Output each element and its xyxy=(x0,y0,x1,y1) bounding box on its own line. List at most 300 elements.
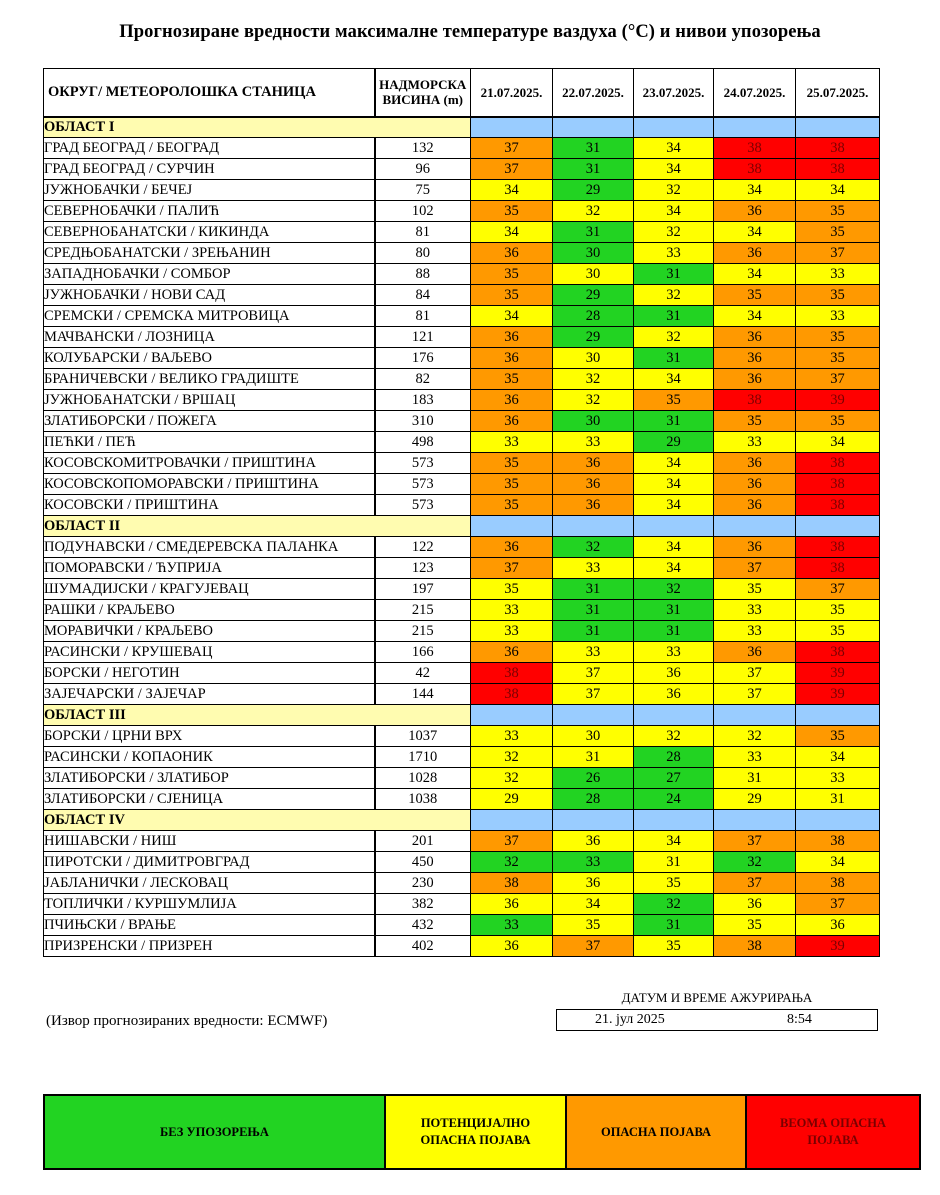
station-altitude: 82 xyxy=(375,369,471,390)
station-name: ПЕЋКИ / ПЕЋ xyxy=(44,432,375,453)
temperature-cell: 38 xyxy=(796,873,880,894)
temperature-cell: 36 xyxy=(471,243,553,264)
station-altitude: 197 xyxy=(375,579,471,600)
region-row xyxy=(44,810,880,831)
temperature-cell: 30 xyxy=(553,726,634,747)
station-altitude: 176 xyxy=(375,348,471,369)
station-name: СЕВЕРНОБАЧКИ / ПАЛИЋ xyxy=(44,201,375,222)
temperature-cell: 34 xyxy=(796,852,880,873)
temperature-cell: 33 xyxy=(796,264,880,285)
station-altitude: 183 xyxy=(375,390,471,411)
table-row xyxy=(44,894,880,915)
temperature-cell: 36 xyxy=(714,495,796,516)
region-day-cell xyxy=(714,516,796,537)
temperature-cell: 38 xyxy=(714,936,796,957)
table-row xyxy=(44,264,880,285)
region-label: ОБЛАСТ II xyxy=(44,516,471,537)
region-day-cell xyxy=(634,117,714,138)
table-row xyxy=(44,222,880,243)
temperature-cell: 28 xyxy=(553,789,634,810)
temperature-cell: 31 xyxy=(796,789,880,810)
temperature-cell: 33 xyxy=(634,243,714,264)
legend-dangerous: ОПАСНА ПОЈАВА xyxy=(566,1095,746,1169)
station-altitude: 166 xyxy=(375,642,471,663)
station-name: ГРАД БЕОГРАД / СУРЧИН xyxy=(44,159,375,180)
temperature-cell: 37 xyxy=(553,936,634,957)
station-altitude: 573 xyxy=(375,474,471,495)
table-row xyxy=(44,411,880,432)
temperature-cell: 37 xyxy=(471,159,553,180)
temperature-cell: 36 xyxy=(796,915,880,936)
temperature-cell: 35 xyxy=(634,873,714,894)
region-day-cell xyxy=(634,705,714,726)
temperature-cell: 38 xyxy=(714,138,796,159)
temperature-cell: 36 xyxy=(634,663,714,684)
temperature-cell: 38 xyxy=(796,138,880,159)
temperature-cell: 36 xyxy=(714,894,796,915)
temperature-cell: 38 xyxy=(471,684,553,705)
temperature-cell: 31 xyxy=(634,621,714,642)
temperature-cell: 28 xyxy=(634,747,714,768)
temperature-cell: 32 xyxy=(714,726,796,747)
temperature-cell: 35 xyxy=(553,915,634,936)
station-name: ПИРОТСКИ / ДИМИТРОВГРАД xyxy=(44,852,375,873)
temperature-cell: 29 xyxy=(553,327,634,348)
table-row xyxy=(44,390,880,411)
station-name: РАСИНСКИ / КРУШЕВАЦ xyxy=(44,642,375,663)
station-altitude: 122 xyxy=(375,537,471,558)
table-row xyxy=(44,600,880,621)
update-box xyxy=(556,1009,878,1031)
station-name: РАСИНСКИ / КОПАОНИК xyxy=(44,747,375,768)
temperature-cell: 36 xyxy=(714,243,796,264)
region-day-cell xyxy=(796,117,880,138)
temperature-cell: 35 xyxy=(796,600,880,621)
temperature-cell: 32 xyxy=(471,747,553,768)
table-row xyxy=(44,789,880,810)
temperature-cell: 37 xyxy=(796,243,880,264)
temperature-cell: 36 xyxy=(553,474,634,495)
table-row xyxy=(44,873,880,894)
temperature-cell: 30 xyxy=(553,243,634,264)
temperature-cell: 34 xyxy=(796,747,880,768)
station-altitude: 81 xyxy=(375,222,471,243)
temperature-cell: 34 xyxy=(796,432,880,453)
temperature-cell: 32 xyxy=(714,852,796,873)
temperature-cell: 34 xyxy=(634,831,714,852)
temperature-cell: 35 xyxy=(796,726,880,747)
temperature-cell: 36 xyxy=(714,474,796,495)
station-altitude: 123 xyxy=(375,558,471,579)
station-name: БРАНИЧЕВСКИ / ВЕЛИКО ГРАДИШТЕ xyxy=(44,369,375,390)
temperature-cell: 24 xyxy=(634,789,714,810)
region-day-cell xyxy=(553,117,634,138)
table-row xyxy=(44,768,880,789)
table-row xyxy=(44,453,880,474)
temperature-cell: 31 xyxy=(553,621,634,642)
temperature-cell: 35 xyxy=(634,390,714,411)
temperature-cell: 32 xyxy=(634,726,714,747)
temperature-cell: 38 xyxy=(796,474,880,495)
region-day-cell xyxy=(714,117,796,138)
temperature-cell: 34 xyxy=(471,222,553,243)
temperature-cell: 34 xyxy=(634,474,714,495)
table-row xyxy=(44,579,880,600)
table-row xyxy=(44,348,880,369)
temperature-cell: 37 xyxy=(796,579,880,600)
region-day-cell xyxy=(471,117,553,138)
temperature-cell: 36 xyxy=(471,348,553,369)
temperature-cell: 39 xyxy=(796,663,880,684)
legend-yellow-line1: ПОТЕНЦИЈАЛНО xyxy=(420,1116,531,1130)
temperature-cell: 33 xyxy=(796,768,880,789)
station-name: ЈУЖНОБАНАТСКИ / ВРШАЦ xyxy=(44,390,375,411)
temperature-cell: 37 xyxy=(471,138,553,159)
temperature-cell: 32 xyxy=(634,894,714,915)
region-day-cell xyxy=(796,516,880,537)
station-name: СЕВЕРНОБАНАТСКИ / КИКИНДА xyxy=(44,222,375,243)
temperature-cell: 31 xyxy=(634,852,714,873)
region-row xyxy=(44,117,880,138)
station-name: КОЛУБАРСКИ / ВАЉЕВО xyxy=(44,348,375,369)
temperature-cell: 38 xyxy=(796,642,880,663)
table-row xyxy=(44,726,880,747)
table-row xyxy=(44,159,880,180)
temperature-cell: 37 xyxy=(553,684,634,705)
station-altitude: 573 xyxy=(375,453,471,474)
temperature-cell: 35 xyxy=(796,327,880,348)
header-date: 22.07.2025. xyxy=(553,69,634,117)
temperature-cell: 32 xyxy=(471,768,553,789)
table-row xyxy=(44,243,880,264)
temperature-cell: 38 xyxy=(714,390,796,411)
table-row xyxy=(44,201,880,222)
temperature-cell: 33 xyxy=(553,558,634,579)
temperature-cell: 34 xyxy=(634,138,714,159)
page-title: Прогнозиране вредности максималне температуре ваздуха (°C) и нивои упозорења xyxy=(119,22,821,42)
temperature-cell: 33 xyxy=(634,642,714,663)
temperature-cell: 32 xyxy=(553,537,634,558)
temperature-cell: 34 xyxy=(634,159,714,180)
station-altitude: 121 xyxy=(375,327,471,348)
temperature-cell: 34 xyxy=(471,180,553,201)
temperature-cell: 36 xyxy=(553,495,634,516)
table-row xyxy=(44,747,880,768)
temperature-cell: 36 xyxy=(553,453,634,474)
temperature-cell: 33 xyxy=(471,726,553,747)
region-day-cell xyxy=(553,810,634,831)
table-row xyxy=(44,474,880,495)
temperature-cell: 35 xyxy=(714,579,796,600)
region-day-cell xyxy=(471,516,553,537)
temperature-cell: 38 xyxy=(796,159,880,180)
header-date: 23.07.2025. xyxy=(634,69,714,117)
region-day-cell xyxy=(714,705,796,726)
region-day-cell xyxy=(553,705,634,726)
temperature-cell: 37 xyxy=(796,369,880,390)
temperature-cell: 31 xyxy=(553,747,634,768)
temperature-cell: 39 xyxy=(796,684,880,705)
temperature-cell: 38 xyxy=(796,495,880,516)
station-altitude: 42 xyxy=(375,663,471,684)
station-name: ТОПЛИЧКИ / КУРШУМЛИЈА xyxy=(44,894,375,915)
temperature-cell: 35 xyxy=(634,936,714,957)
station-name: КОСОВСКОПОМОРАВСКИ / ПРИШТИНА xyxy=(44,474,375,495)
temperature-cell: 33 xyxy=(553,432,634,453)
legend-no-warning: БЕЗ УПОЗОРЕЊА xyxy=(44,1095,385,1169)
temperature-cell: 33 xyxy=(714,621,796,642)
table-row xyxy=(44,432,880,453)
temperature-cell: 31 xyxy=(714,768,796,789)
temperature-cell: 30 xyxy=(553,411,634,432)
temperature-cell: 31 xyxy=(634,600,714,621)
legend-yellow-line2: ОПАСНА ПОЈАВА xyxy=(420,1133,531,1147)
table-row xyxy=(44,684,880,705)
header-date: 21.07.2025. xyxy=(471,69,553,117)
station-altitude: 84 xyxy=(375,285,471,306)
temperature-cell: 34 xyxy=(634,495,714,516)
legend-red-line1: ВЕОМА ОПАСНА xyxy=(780,1116,886,1130)
temperature-cell: 35 xyxy=(796,621,880,642)
temperature-cell: 35 xyxy=(471,285,553,306)
temperature-cell: 31 xyxy=(634,306,714,327)
station-name: НИШАВСКИ / НИШ xyxy=(44,831,375,852)
station-name: БОРСКИ / НЕГОТИН xyxy=(44,663,375,684)
station-name: ПРИЗРЕНСКИ / ПРИЗРЕН xyxy=(44,936,375,957)
temperature-cell: 32 xyxy=(634,579,714,600)
temperature-cell: 33 xyxy=(471,600,553,621)
station-altitude: 144 xyxy=(375,684,471,705)
temperature-cell: 33 xyxy=(553,852,634,873)
station-name: СРЕДЊОБАНАТСКИ / ЗРЕЊАНИН xyxy=(44,243,375,264)
station-altitude: 450 xyxy=(375,852,471,873)
temperature-cell: 36 xyxy=(471,411,553,432)
temperature-cell: 35 xyxy=(471,264,553,285)
station-altitude: 75 xyxy=(375,180,471,201)
temperature-cell: 36 xyxy=(714,537,796,558)
temperature-cell: 32 xyxy=(634,180,714,201)
temperature-cell: 30 xyxy=(553,348,634,369)
station-altitude: 132 xyxy=(375,138,471,159)
update-time: 8:54 xyxy=(787,1012,812,1027)
region-day-cell xyxy=(553,516,634,537)
temperature-cell: 35 xyxy=(714,915,796,936)
temperature-cell: 38 xyxy=(796,831,880,852)
temperature-cell: 33 xyxy=(471,621,553,642)
temperature-cell: 39 xyxy=(796,390,880,411)
table-row xyxy=(44,936,880,957)
temperature-cell: 34 xyxy=(714,306,796,327)
temperature-cell: 34 xyxy=(714,264,796,285)
station-altitude: 1038 xyxy=(375,789,471,810)
temperature-cell: 36 xyxy=(634,684,714,705)
region-day-cell xyxy=(634,516,714,537)
warning-legend xyxy=(43,1094,921,1170)
table-row xyxy=(44,663,880,684)
header-date: 25.07.2025. xyxy=(796,69,880,117)
station-altitude: 215 xyxy=(375,600,471,621)
table-row xyxy=(44,642,880,663)
temperature-cell: 35 xyxy=(714,411,796,432)
table-row xyxy=(44,831,880,852)
temperature-cell: 35 xyxy=(796,411,880,432)
station-name: ЗЛАТИБОРСКИ / ЗЛАТИБОР xyxy=(44,768,375,789)
temperature-cell: 37 xyxy=(796,894,880,915)
temperature-cell: 33 xyxy=(714,432,796,453)
temperature-cell: 33 xyxy=(471,915,553,936)
station-name: ЗЛАТИБОРСКИ / ПОЖЕГА xyxy=(44,411,375,432)
temperature-cell: 36 xyxy=(714,348,796,369)
station-altitude: 498 xyxy=(375,432,471,453)
temperature-cell: 29 xyxy=(553,180,634,201)
header-date: 24.07.2025. xyxy=(714,69,796,117)
temperature-cell: 31 xyxy=(634,411,714,432)
station-name: ЗАПАДНОБАЧКИ / СОМБОР xyxy=(44,264,375,285)
temperature-cell: 34 xyxy=(634,201,714,222)
temperature-cell: 33 xyxy=(553,642,634,663)
table-row xyxy=(44,180,880,201)
temperature-cell: 35 xyxy=(471,453,553,474)
station-altitude: 1037 xyxy=(375,726,471,747)
temperature-cell: 36 xyxy=(471,642,553,663)
temperature-cell: 36 xyxy=(553,831,634,852)
temperature-cell: 33 xyxy=(714,747,796,768)
temperature-cell: 34 xyxy=(714,222,796,243)
temperature-cell: 36 xyxy=(714,327,796,348)
temperature-cell: 34 xyxy=(634,369,714,390)
station-name: МАЧВАНСКИ / ЛОЗНИЦА xyxy=(44,327,375,348)
station-name: ЗАЈЕЧАРСКИ / ЗАЈЕЧАР xyxy=(44,684,375,705)
table-body xyxy=(44,117,880,957)
temperature-cell: 34 xyxy=(553,894,634,915)
station-altitude: 201 xyxy=(375,831,471,852)
station-name: ГРАД БЕОГРАД / БЕОГРАД xyxy=(44,138,375,159)
region-day-cell xyxy=(471,705,553,726)
temperature-cell: 38 xyxy=(796,558,880,579)
table-row xyxy=(44,369,880,390)
temperature-cell: 29 xyxy=(634,432,714,453)
station-name: КОСОВСКИ / ПРИШТИНА xyxy=(44,495,375,516)
station-name: ПОДУНАВСКИ / СМЕДЕРЕВСКА ПАЛАНКА xyxy=(44,537,375,558)
temperature-cell: 31 xyxy=(553,600,634,621)
temperature-cell: 37 xyxy=(471,558,553,579)
temperature-cell: 34 xyxy=(796,180,880,201)
region-day-cell xyxy=(796,705,880,726)
source-note: (Извор прогнозираних вредности: ECMWF) xyxy=(46,1013,328,1029)
temperature-cell: 36 xyxy=(714,642,796,663)
temperature-cell: 31 xyxy=(634,348,714,369)
table-row xyxy=(44,852,880,873)
station-name: БОРСКИ / ЦРНИ ВРХ xyxy=(44,726,375,747)
temperature-cell: 38 xyxy=(471,873,553,894)
temperature-cell: 35 xyxy=(471,474,553,495)
temperature-cell: 37 xyxy=(714,558,796,579)
temperature-cell: 36 xyxy=(553,873,634,894)
temperature-cell: 34 xyxy=(634,453,714,474)
station-altitude: 402 xyxy=(375,936,471,957)
temperature-cell: 35 xyxy=(471,495,553,516)
temperature-cell: 33 xyxy=(796,306,880,327)
temperature-cell: 36 xyxy=(471,537,553,558)
table-row xyxy=(44,621,880,642)
table-row xyxy=(44,915,880,936)
station-altitude: 432 xyxy=(375,915,471,936)
temperature-cell: 30 xyxy=(553,264,634,285)
table-header-row xyxy=(44,69,880,117)
temperature-cell: 32 xyxy=(471,852,553,873)
temperature-cell: 35 xyxy=(796,201,880,222)
station-name: ЈАБЛАНИЧКИ / ЛЕСКОВАЦ xyxy=(44,873,375,894)
temperature-cell: 38 xyxy=(796,537,880,558)
temperature-cell: 35 xyxy=(471,369,553,390)
station-altitude: 96 xyxy=(375,159,471,180)
temperature-cell: 35 xyxy=(471,201,553,222)
temperature-cell: 35 xyxy=(796,285,880,306)
temperature-cell: 37 xyxy=(714,873,796,894)
temperature-cell: 38 xyxy=(471,663,553,684)
temperature-cell: 33 xyxy=(471,432,553,453)
station-altitude: 1710 xyxy=(375,747,471,768)
station-name: РАШКИ / КРАЉЕВО xyxy=(44,600,375,621)
table-row xyxy=(44,306,880,327)
temperature-cell: 37 xyxy=(471,831,553,852)
station-altitude: 382 xyxy=(375,894,471,915)
region-label: ОБЛАСТ III xyxy=(44,705,471,726)
update-label: ДАТУМ И ВРЕМЕ АЖУРИРАЊА xyxy=(621,990,813,1005)
temperature-cell: 29 xyxy=(714,789,796,810)
update-date: 21. јул 2025 xyxy=(595,1012,665,1027)
temperature-cell: 39 xyxy=(796,936,880,957)
temperature-cell: 27 xyxy=(634,768,714,789)
temperature-cell: 29 xyxy=(553,285,634,306)
temperature-cell: 31 xyxy=(553,579,634,600)
station-name: КОСОВСКОМИТРОВАЧКИ / ПРИШТИНА xyxy=(44,453,375,474)
header-altitude-line1: НАДМОРСКА xyxy=(379,77,467,93)
temperature-cell: 31 xyxy=(553,138,634,159)
legend-very-dangerous xyxy=(746,1095,920,1169)
station-altitude: 573 xyxy=(375,495,471,516)
station-name: ЈУЖНОБАЧКИ / БЕЧЕЈ xyxy=(44,180,375,201)
table-row xyxy=(44,327,880,348)
region-label: ОБЛАСТ IV xyxy=(44,810,471,831)
legend-red-line2: ПОЈАВА xyxy=(807,1133,859,1147)
station-name: ПЧИЊСКИ / ВРАЊЕ xyxy=(44,915,375,936)
temperature-cell: 36 xyxy=(471,894,553,915)
temperature-cell: 33 xyxy=(714,600,796,621)
station-altitude: 102 xyxy=(375,201,471,222)
temperature-cell: 32 xyxy=(553,201,634,222)
region-day-cell xyxy=(796,810,880,831)
header-altitude-line2: ВИСИНА (m) xyxy=(382,92,464,108)
table-row xyxy=(44,537,880,558)
station-altitude: 215 xyxy=(375,621,471,642)
temperature-cell: 35 xyxy=(471,579,553,600)
temperature-cell: 36 xyxy=(714,369,796,390)
station-name: СРЕМСКИ / СРЕМСКА МИТРОВИЦА xyxy=(44,306,375,327)
temperature-cell: 32 xyxy=(634,327,714,348)
temperature-cell: 36 xyxy=(471,390,553,411)
temperature-cell: 37 xyxy=(714,684,796,705)
station-altitude: 81 xyxy=(375,306,471,327)
region-day-cell xyxy=(634,810,714,831)
temperature-cell: 32 xyxy=(634,285,714,306)
temperature-cell: 37 xyxy=(714,831,796,852)
station-altitude: 88 xyxy=(375,264,471,285)
legend-potentially-dangerous xyxy=(385,1095,566,1169)
station-name: ЈУЖНОБАЧКИ / НОВИ САД xyxy=(44,285,375,306)
header-altitude xyxy=(375,69,471,117)
region-label: ОБЛАСТ I xyxy=(44,117,471,138)
